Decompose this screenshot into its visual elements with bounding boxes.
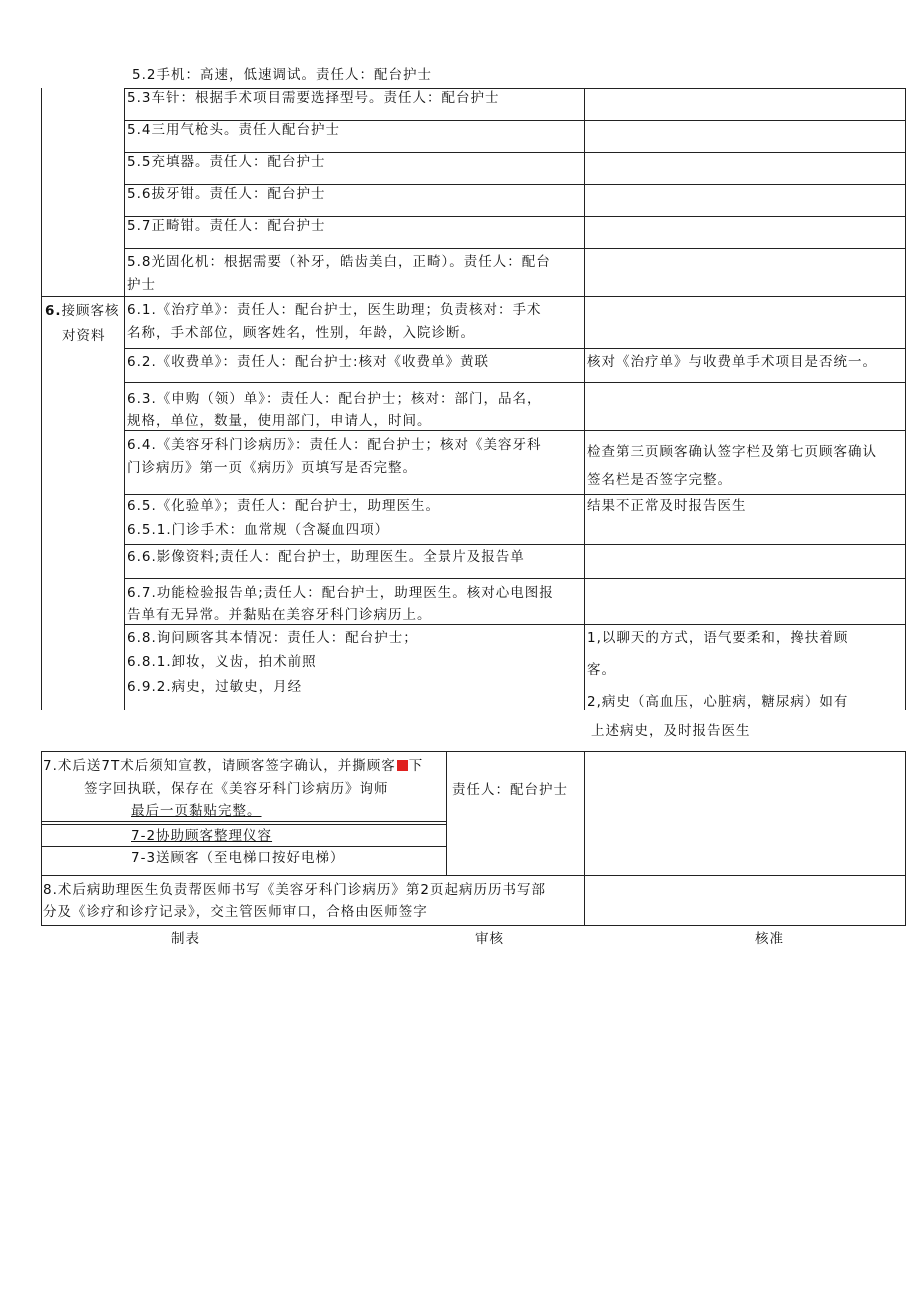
- item-6-6: 6.6.影像资料;责任人：配台护士，助理医生。全景片及报告单: [127, 549, 525, 565]
- row-divider: [124, 578, 906, 579]
- item-6-1-line2: 名称，手术部位，顾客姓名，性别，年龄，入院诊断。: [127, 325, 475, 341]
- item-6-4-note-line2: 签名栏是否签字完整。: [587, 472, 732, 488]
- section6-label-num: 6.: [45, 303, 62, 319]
- item-6-5-note: 结果不正常及时报告医生: [587, 498, 747, 514]
- item-6-8-note-line3: 2,病史（高血压，心脏病，糖尿病）如有: [587, 694, 849, 710]
- lower-column-divider: [446, 751, 447, 875]
- row-divider: [124, 348, 906, 349]
- footer-approve: 核准: [755, 931, 784, 947]
- item-5-8-line1: 5.8光固化机：根据需要（补牙，皓齿美白，正畸）。责任人：配台: [127, 254, 551, 270]
- lower-border-right: [905, 751, 906, 926]
- lower-column-divider: [584, 751, 585, 926]
- item-7-line1: [43, 756, 423, 776]
- item-7-line3: 最后一页黏贴完整。: [131, 803, 262, 819]
- item-6-4-line1: 6.4.《美容牙科门诊病历》：责任人：配台护士；核对《美容牙科: [127, 437, 542, 453]
- red-mark-icon: [397, 760, 408, 771]
- item-6-8-note-line1: 1,以聊天的方式，语气要柔和，搀扶着顾: [587, 630, 849, 646]
- item-6-4-note-line1: 检查第三页顾客确认签字栏及第七页顾客确认: [587, 444, 877, 460]
- item-5-5: 5.5充填器。责任人：配台护士: [127, 154, 326, 170]
- table-border-left: [41, 88, 42, 710]
- item-6-3-line1: 6.3.《申购（领）单》：责任人：配台护士；核对：部门，品名，: [127, 391, 542, 407]
- item-6-1-line1: 6.1.《治疗单》：责任人：配台护士，医生助理；负责核对：手术: [127, 302, 542, 318]
- section7-inner-divider: [41, 821, 446, 822]
- item-6-8-note-line4: 上述病史，及时报告医生: [591, 723, 751, 739]
- column-divider: [124, 88, 125, 710]
- footer-review: 审核: [475, 931, 504, 947]
- column-divider: [584, 88, 585, 710]
- lower-table-bottom: [41, 925, 906, 926]
- item-5-3: 5.3车针：根据手术项目需要选择型号。责任人：配台护士: [127, 90, 500, 106]
- table-border-right: [905, 88, 906, 710]
- row-divider: [124, 544, 906, 545]
- item-6-2-note: 核对《治疗单》与收费单手术项目是否统一。: [587, 354, 877, 370]
- item-6-8-line3: 6.9.2.病史，过敏史，月经: [127, 679, 303, 695]
- section7-inner-divider: [41, 824, 446, 825]
- row-divider: [41, 296, 906, 297]
- item-5-8-line2: 护士: [127, 277, 156, 293]
- item-6-7-line2: 告单有无异常。并黏贴在美容牙科门诊病历上。: [127, 607, 432, 623]
- item-6-8-note-line2: 客。: [587, 662, 616, 678]
- lower-border-left: [41, 751, 42, 926]
- item-7-responsible: 责任人：配台护士: [452, 782, 568, 798]
- footer-make: 制表: [171, 931, 200, 947]
- item-6-2: 6.2.《收费单》：责任人：配台护士:核对《收费单》黄联: [127, 354, 490, 370]
- item-7-line1a: 7.术后送7T术后须知宣教，请顾客签字确认，并撕顾客: [43, 758, 396, 774]
- item-5-7: 5.7正畸钳。责任人：配台护士: [127, 218, 326, 234]
- item-7-line1b: 下: [408, 758, 424, 774]
- top-line-text: 5.2手机：高速，低速调试。责任人：配台护士: [132, 67, 432, 83]
- item-5-6: 5.6拔牙钳。责任人：配台护士: [127, 186, 326, 202]
- item-8-line2: 分及《诊疗和诊疗记录》，交主管医师审口，合格由医师签字: [43, 904, 428, 920]
- section6-label: [45, 301, 120, 321]
- item-6-8-line2: 6.8.1.卸妆，义齿，拍术前照: [127, 654, 317, 670]
- item-7-2: 7-2协助顾客整理仪容: [131, 828, 273, 844]
- item-6-7-line1: 6.7.功能检验报告单;责任人：配台护士，助理医生。核对心电图报: [127, 585, 554, 601]
- item-6-4-line2: 门诊病历》第一页《病历》页填写是否完整。: [127, 460, 417, 476]
- row-divider: [124, 382, 906, 383]
- item-6-3-line2: 规格，单位，数量，使用部门，申请人，时间。: [127, 413, 432, 429]
- section6-label-line1: 接顾客核: [61, 303, 120, 319]
- item-6-8-line1: 6.8.询问顾客其本情况：责任人：配台护士；: [127, 630, 418, 646]
- lower-row-divider: [41, 875, 906, 876]
- row-divider: [124, 248, 906, 249]
- item-5-4: 5.4三用气枪头。责任人配台护士: [127, 122, 340, 138]
- item-6-5-line1: 6.5.《化验单》；责任人：配台护士，助理医生。: [127, 498, 441, 514]
- row-divider: [124, 494, 906, 495]
- item-6-5-line2: 6.5.1.门诊手术：血常规（含凝血四项）: [127, 522, 390, 538]
- lower-table-top: [41, 751, 906, 752]
- item-7-3: 7-3送顾客（至电梯口按好电梯）: [131, 850, 345, 866]
- item-7-line2: 签字回执联，保存在《美容牙科门诊病历》询师: [84, 781, 389, 797]
- section6-label-line2: 对资料: [62, 328, 106, 344]
- item-8-line1: 8.术后病助理医生负责帮医师书写《美容牙科门诊病历》第2页起病历历书写部: [43, 882, 546, 898]
- section7-inner-divider: [41, 846, 446, 847]
